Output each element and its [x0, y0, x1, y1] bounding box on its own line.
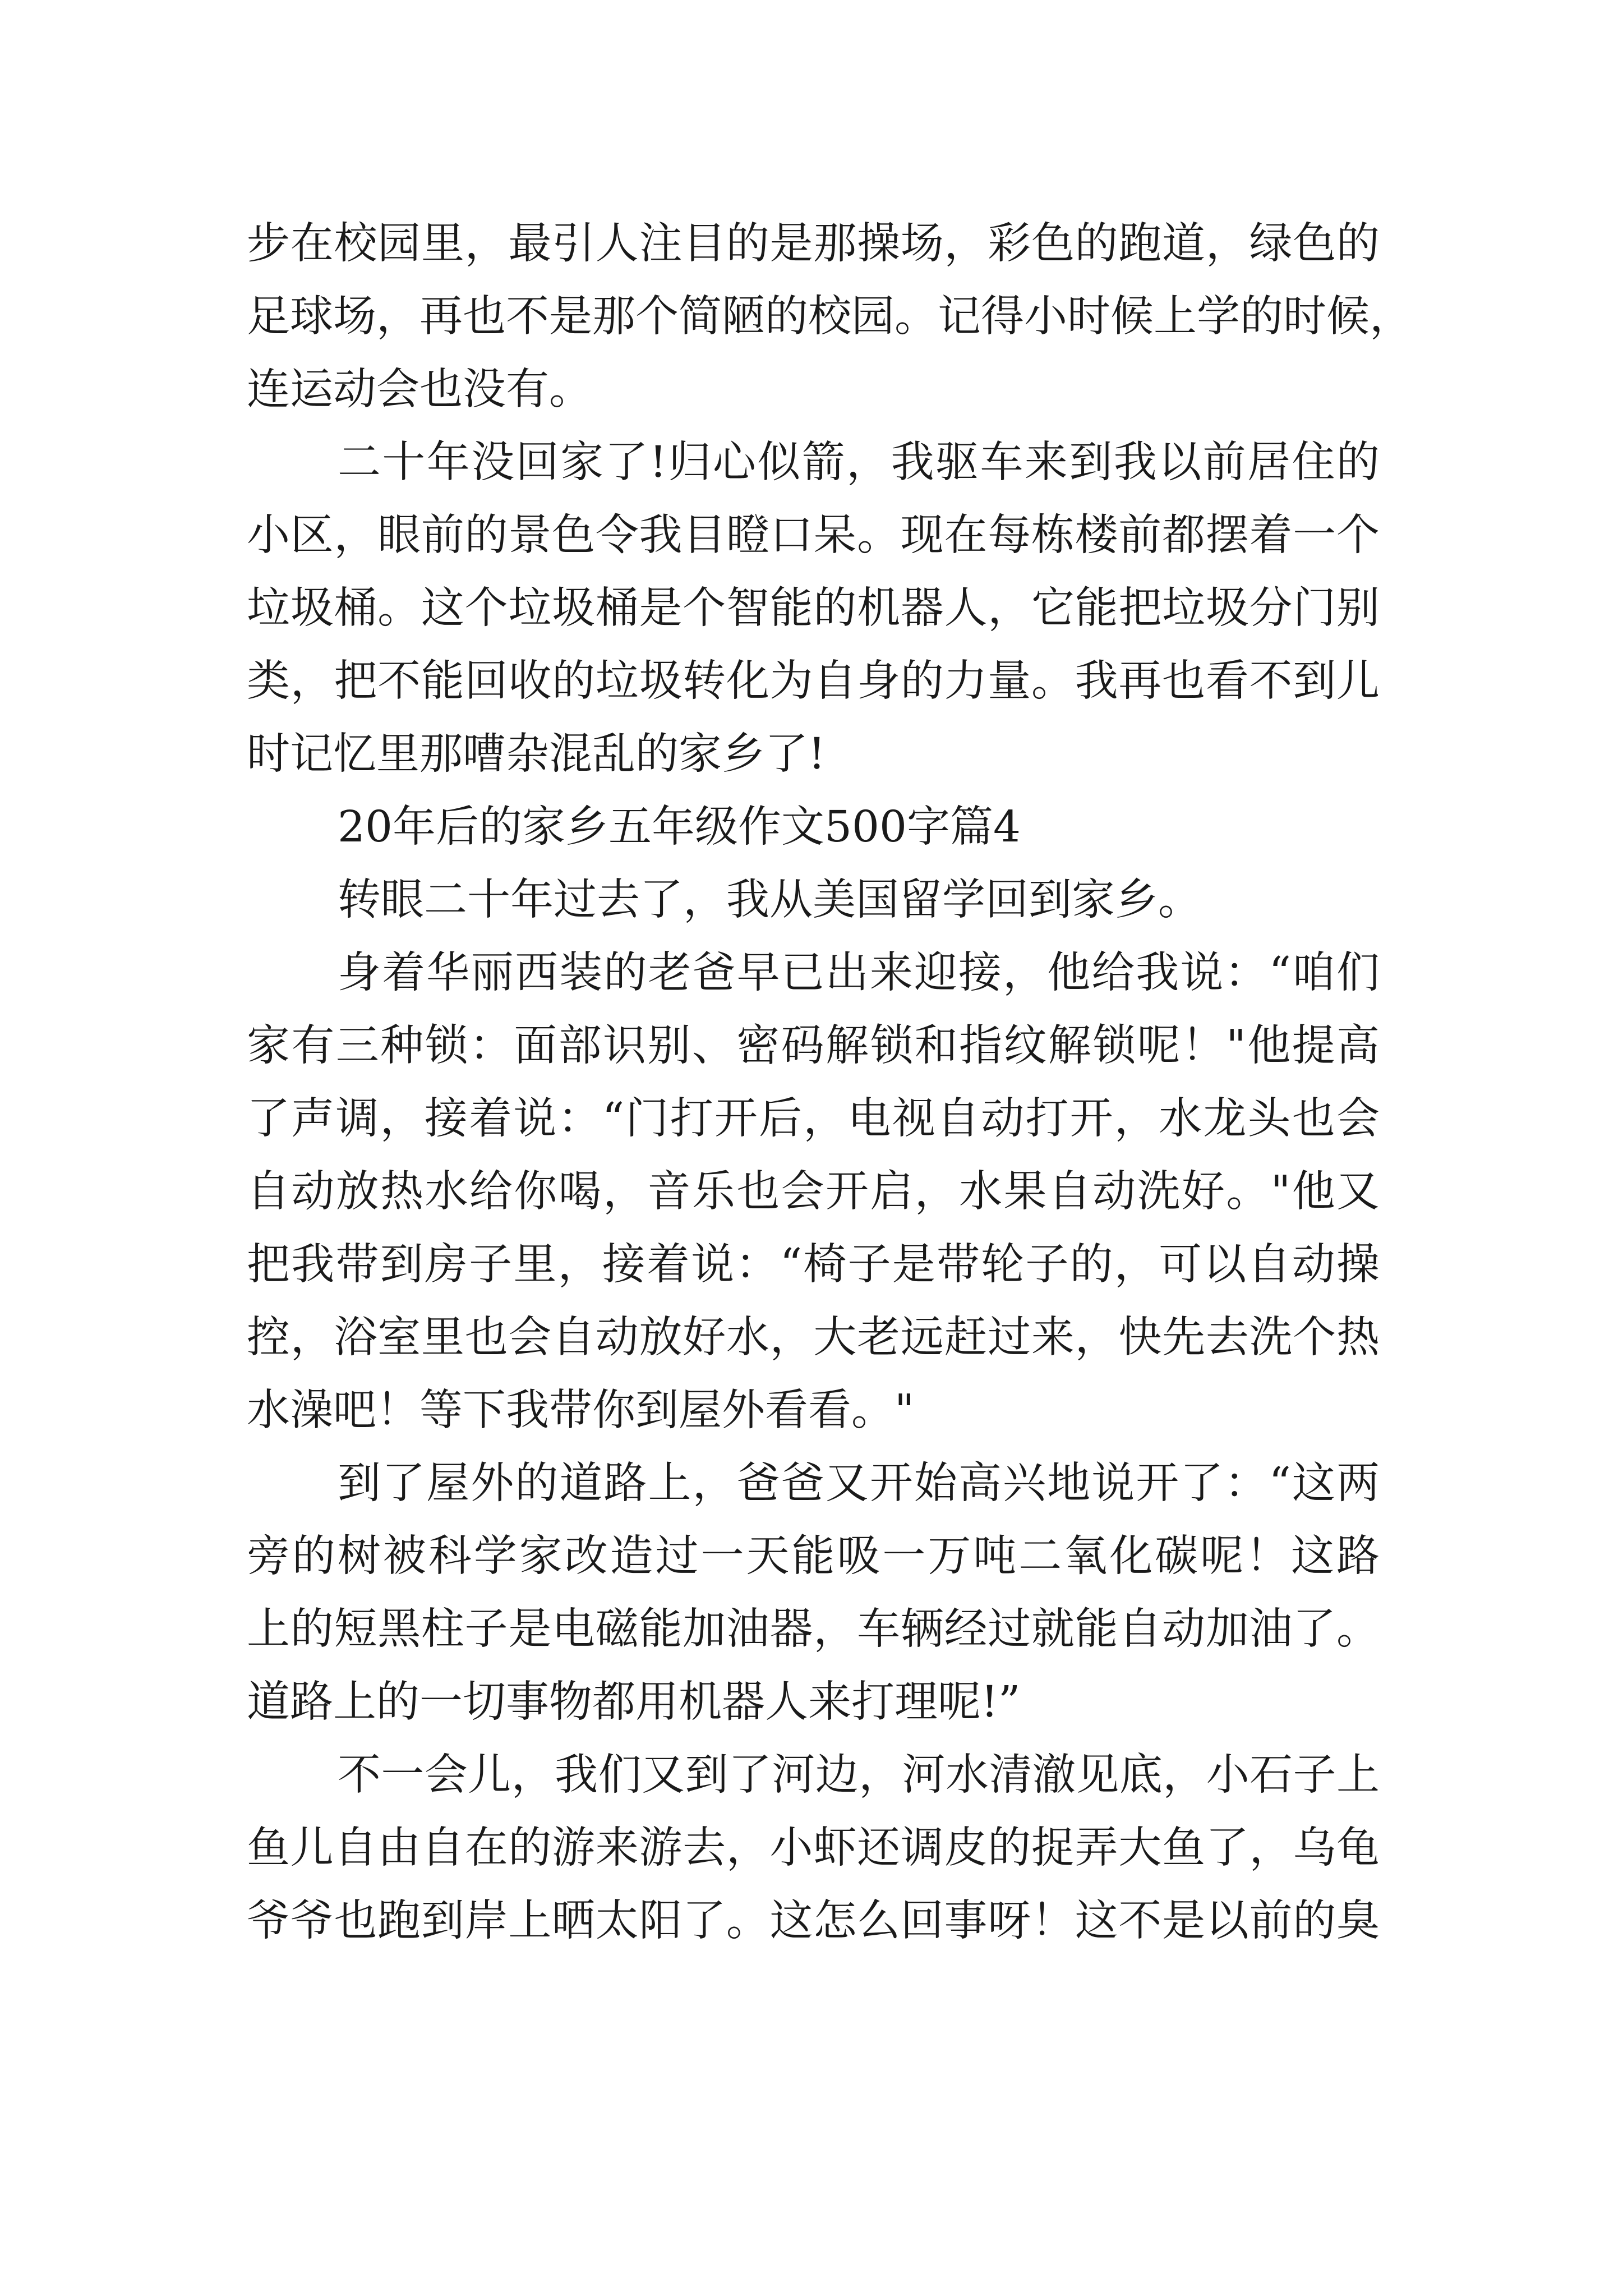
text-line: 旁的树被科学家改造过一天能吸一万吨二氧化碳呢！这路 — [247, 1531, 1380, 1581]
text-line: 自动放热水给你喝，音乐也会开启，水果自动洗好。"他又 — [247, 1167, 1380, 1217]
text-line: 小区，眼前的景色令我目瞪口呆。现在每栋楼前都摆着一个 — [247, 510, 1380, 560]
text-line: 水澡吧！等下我带你到屋外看看。" — [247, 1386, 915, 1435]
text-line: 足球场，再也不是那个简陋的校园。记得小时候上学的时候， — [247, 292, 1413, 342]
text-line: 类，把不能回收的垃圾转化为自身的力量。我再也看不到儿 — [247, 656, 1380, 706]
text-line: 了声调，接着说：“门打开后，电视自动打开，水龙头也会 — [247, 1094, 1380, 1144]
text-line: 道路上的一切事物都用机器人来打理呢!” — [247, 1677, 1021, 1727]
text-line: 鱼儿自由自在的游来游去，小虾还调皮的捉弄大鱼了，乌龟 — [247, 1823, 1380, 1873]
text-line: 二十年没回家了!归心似箭，我驱车来到我以前居住的 — [338, 438, 1380, 487]
body-text — [247, 208, 1413, 1958]
text-line: 上的短黑柱子是电磁能加油器，车辆经过就能自动加油了。 — [247, 1604, 1380, 1654]
text-line: 身着华丽西装的老爸早已出来迎接，他给我说：“咱们 — [338, 948, 1380, 998]
text-line: 转眼二十年过去了，我从美国留学回到家乡。 — [338, 875, 1201, 925]
text-line: 不一会儿，我们又到了河边，河水清澈见底，小石子上 — [338, 1750, 1380, 1800]
text-line: 到了屋外的道路上，爸爸又开始高兴地说开了：“这两 — [338, 1458, 1380, 1508]
text-line: 爷爷也跑到岸上晒太阳了。这怎么回事呀！这不是以前的臭 — [247, 1896, 1380, 1946]
text-line: 控，浴室里也会自动放好水，大老远赶过来，快先去洗个热 — [247, 1313, 1380, 1363]
text-line: 时记忆里那嘈杂混乱的家乡了! — [247, 729, 826, 779]
section-heading: 20年后的家乡五年级作文500字篇4 — [338, 802, 1021, 852]
text-line: 步在校园里，最引人注目的是那操场，彩色的跑道，绿色的 — [247, 219, 1380, 269]
text-line: 把我带到房子里，接着说：“椅子是带轮子的，可以自动操 — [247, 1240, 1380, 1290]
text-line: 连运动会也没有。 — [247, 365, 592, 415]
text-line: 垃圾桶。这个垃圾桶是个智能的机器人，它能把垃圾分门别 — [247, 583, 1380, 633]
text-line: 家有三种锁：面部识别、密码解锁和指纹解锁呢！"他提高 — [247, 1021, 1380, 1071]
